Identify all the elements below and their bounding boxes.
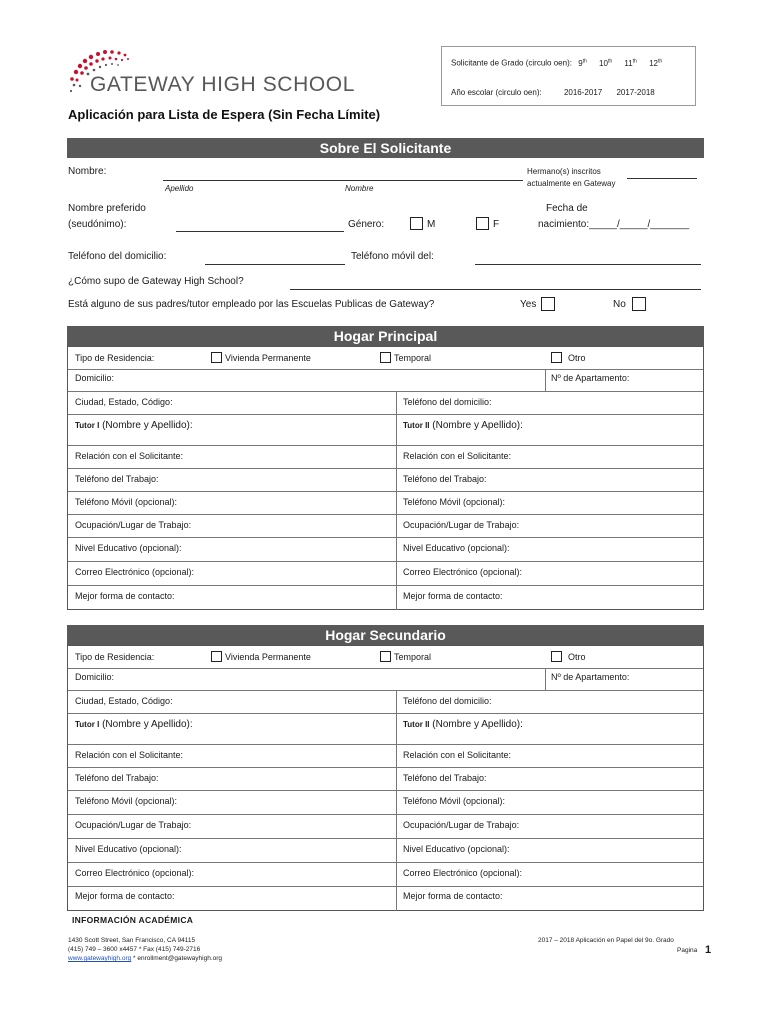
- gender-m-checkbox[interactable]: [410, 217, 423, 230]
- residence-other-label: Otro: [568, 652, 586, 662]
- home-phone-input[interactable]: [205, 264, 345, 265]
- document-title: Aplicación para Lista de Espera (Sin Fecha Límite): [68, 107, 381, 122]
- residence-type-label: Tipo de Residencia:: [75, 353, 155, 363]
- g2-education-field[interactable]: Nivel Educativo (opcional):: [403, 844, 510, 854]
- primary-household-table: [67, 346, 704, 610]
- first-name-hint: Nombre: [345, 184, 374, 193]
- g1-work-phone-field[interactable]: Teléfono del Trabajo:: [75, 474, 159, 484]
- grade-option-11[interactable]: 11th: [624, 58, 637, 68]
- g1-mobile-field[interactable]: Teléfono Móvil (opcional):: [75, 796, 178, 806]
- g1-mobile-field[interactable]: Teléfono Móvil (opcional):: [75, 497, 178, 507]
- employed-no-checkbox[interactable]: [632, 297, 646, 311]
- gender-f-label: F: [493, 219, 500, 230]
- residence-temporary-label: Temporal: [394, 353, 432, 363]
- guardian1-name-field[interactable]: Tutor I (Nombre y Apellido):: [75, 719, 193, 730]
- siblings-label-1: Hermano(s) inscritos: [527, 167, 601, 176]
- footer-phones: (415) 749 – 3600 x4457 * Fax (415) 749-2716: [68, 946, 201, 953]
- column-divider: [545, 668, 546, 690]
- row-divider: [68, 537, 703, 538]
- city-state-zip-field[interactable]: Ciudad, Estado, Código:: [75, 397, 173, 407]
- residence-temporary-checkbox[interactable]: [380, 651, 391, 662]
- row-divider: [68, 713, 703, 714]
- employed-yes-label: Yes: [520, 299, 537, 310]
- row-divider: [68, 690, 703, 691]
- mobile-phone-input[interactable]: [475, 264, 701, 265]
- school-name: GATEWAY HIGH SCHOOL: [90, 73, 355, 96]
- residence-permanent-checkbox[interactable]: [211, 651, 222, 662]
- g1-email-field[interactable]: Correo Electrónico (opcional):: [75, 868, 195, 878]
- secondary-household-table: [67, 645, 704, 911]
- row-divider: [68, 838, 703, 839]
- name-input[interactable]: [163, 180, 523, 181]
- g2-email-field[interactable]: Correo Electrónico (opcional):: [403, 868, 523, 878]
- g1-occupation-field[interactable]: Ocupación/Lugar de Trabajo:: [75, 820, 192, 830]
- residence-permanent-label: Vivienda Permanente: [225, 353, 311, 363]
- residence-other-checkbox[interactable]: [551, 651, 562, 662]
- apartment-field[interactable]: Nº de Apartamento:: [551, 373, 630, 383]
- grade-option-9[interactable]: 9th: [578, 58, 587, 68]
- g2-relationship-field[interactable]: Relación con el Solicitante:: [403, 750, 512, 760]
- row-divider: [68, 886, 703, 887]
- residence-permanent-checkbox[interactable]: [211, 352, 222, 363]
- row-divider: [68, 744, 703, 745]
- mobile-phone-label: Teléfono móvil del:: [351, 251, 434, 262]
- footer-email: * enrollment@gatewayhigh.org: [131, 955, 223, 962]
- academic-info-heading: INFORMACIÓN ACADÉMICA: [72, 915, 194, 925]
- address-field[interactable]: Domicilio:: [75, 672, 115, 682]
- grade-year-box: [441, 46, 696, 106]
- row-divider: [68, 814, 703, 815]
- footer-form-name: 2017 – 2018 Aplicación en Papel del 9o. Grado: [538, 937, 674, 944]
- g2-work-phone-field[interactable]: Teléfono del Trabajo:: [403, 474, 487, 484]
- residence-temporary-label: Temporal: [394, 652, 432, 662]
- employed-no-label: No: [613, 299, 626, 310]
- g1-email-field[interactable]: Correo Electrónico (opcional):: [75, 567, 195, 577]
- g2-email-field[interactable]: Correo Electrónico (opcional):: [403, 567, 523, 577]
- apartment-field[interactable]: Nº de Apartamento:: [551, 672, 630, 682]
- footer-contact-line: [68, 955, 222, 962]
- grade-row: [451, 58, 662, 68]
- row-divider: [68, 468, 703, 469]
- row-divider: [68, 790, 703, 791]
- footer-page-label: Pagina: [677, 947, 698, 954]
- footer-page-number: 1: [705, 944, 712, 956]
- how-heard-input[interactable]: [290, 289, 701, 290]
- dob-input[interactable]: nacimiento:_____/_____/_______: [538, 219, 690, 230]
- last-name-hint: Apellido: [165, 184, 194, 193]
- g1-contact-method-field[interactable]: Mejor forma de contacto:: [75, 891, 175, 901]
- residence-permanent-label: Vivienda Permanente: [225, 652, 311, 662]
- home-phone-label: Teléfono del domicilio:: [68, 251, 167, 262]
- guardian2-name-field[interactable]: Tutor II (Nombre y Apellido):: [403, 420, 523, 431]
- gender-m-label: M: [427, 219, 436, 230]
- row-divider: [68, 585, 703, 586]
- g2-education-field[interactable]: Nivel Educativo (opcional):: [403, 543, 510, 553]
- residence-type-label: Tipo de Residencia:: [75, 652, 155, 662]
- column-divider: [396, 391, 397, 610]
- row-divider: [68, 369, 703, 370]
- guardian2-name-field[interactable]: Tutor II (Nombre y Apellido):: [403, 719, 523, 730]
- g2-mobile-field[interactable]: Teléfono Móvil (opcional):: [403, 796, 506, 806]
- row-divider: [68, 668, 703, 669]
- g1-work-phone-field[interactable]: Teléfono del Trabajo:: [75, 773, 159, 783]
- row-divider: [68, 767, 703, 768]
- row-divider: [68, 445, 703, 446]
- year-label: Año escolar (circulo oen):: [451, 88, 542, 97]
- household-home-phone-field[interactable]: Teléfono del domicilio:: [403, 397, 492, 407]
- grade-label: Solicitante de Grado (circulo oen):: [451, 58, 572, 68]
- employed-yes-checkbox[interactable]: [541, 297, 555, 311]
- preferred-name-label-1: Nombre preferido: [68, 203, 146, 214]
- gender-label: Género:: [348, 219, 385, 230]
- preferred-name-input[interactable]: [176, 231, 344, 232]
- row-divider: [68, 414, 703, 415]
- row-divider: [68, 561, 703, 562]
- year-option-2016[interactable]: 2016-2017: [563, 88, 603, 97]
- g1-occupation-field[interactable]: Ocupación/Lugar de Trabajo:: [75, 520, 192, 530]
- g2-work-phone-field[interactable]: Teléfono del Trabajo:: [403, 773, 487, 783]
- dob-label-1: Fecha de: [546, 203, 588, 214]
- employed-label: Está alguno de sus padres/tutor empleado por las Escuelas Publicas de Gateway?: [68, 299, 435, 310]
- g2-contact-method-field[interactable]: Mejor forma de contacto:: [403, 591, 503, 601]
- guardian1-name-field[interactable]: Tutor I (Nombre y Apellido):: [75, 420, 193, 431]
- year-option-2017[interactable]: 2017-2018: [616, 88, 655, 97]
- g1-relationship-field[interactable]: Relación con el Solicitante:: [75, 451, 184, 461]
- secondary-household-header: Hogar Secundario: [67, 625, 704, 645]
- website-link[interactable]: www.gatewayhigh.org: [68, 955, 132, 962]
- g1-education-field[interactable]: Nivel Educativo (opcional):: [75, 543, 182, 553]
- primary-household-header: Hogar Principal: [67, 326, 704, 346]
- address-field[interactable]: Domicilio:: [75, 373, 115, 383]
- footer-address: 1430 Scott Street, San Francisco, CA 94115: [68, 937, 196, 944]
- applicant-section-header: Sobre El Solicitante: [67, 138, 704, 158]
- row-divider: [68, 862, 703, 863]
- year-row: [451, 88, 655, 97]
- g1-relationship-field[interactable]: Relación con el Solicitante:: [75, 750, 184, 760]
- residence-other-label: Otro: [568, 353, 586, 363]
- grade-option-10[interactable]: 10th: [599, 58, 613, 68]
- g1-education-field[interactable]: Nivel Educativo (opcional):: [75, 844, 182, 854]
- row-divider: [68, 491, 703, 492]
- g2-mobile-field[interactable]: Teléfono Móvil (opcional):: [403, 497, 506, 507]
- column-divider: [396, 690, 397, 911]
- name-label: Nombre:: [68, 166, 107, 177]
- household-home-phone-field[interactable]: Teléfono del domicilio:: [403, 696, 492, 706]
- preferred-name-label-2: (seudónimo):: [68, 219, 127, 230]
- g1-contact-method-field[interactable]: Mejor forma de contacto:: [75, 591, 175, 601]
- siblings-input[interactable]: [627, 178, 697, 179]
- gender-f-checkbox[interactable]: [476, 217, 489, 230]
- g2-contact-method-field[interactable]: Mejor forma de contacto:: [403, 891, 503, 901]
- column-divider: [545, 369, 546, 391]
- row-divider: [68, 514, 703, 515]
- row-divider: [68, 391, 703, 392]
- grade-option-12[interactable]: 12th: [649, 58, 663, 68]
- siblings-label-2: actualmente en Gateway: [527, 179, 616, 188]
- residence-other-checkbox[interactable]: [551, 352, 562, 363]
- city-state-zip-field[interactable]: Ciudad, Estado, Código:: [75, 696, 173, 706]
- g2-occupation-field[interactable]: Ocupación/Lugar de Trabajo:: [403, 820, 520, 830]
- g2-relationship-field[interactable]: Relación con el Solicitante:: [403, 451, 512, 461]
- residence-temporary-checkbox[interactable]: [380, 352, 391, 363]
- g2-occupation-field[interactable]: Ocupación/Lugar de Trabajo:: [403, 520, 520, 530]
- how-heard-label: ¿Cómo supo de Gateway High School?: [68, 276, 244, 287]
